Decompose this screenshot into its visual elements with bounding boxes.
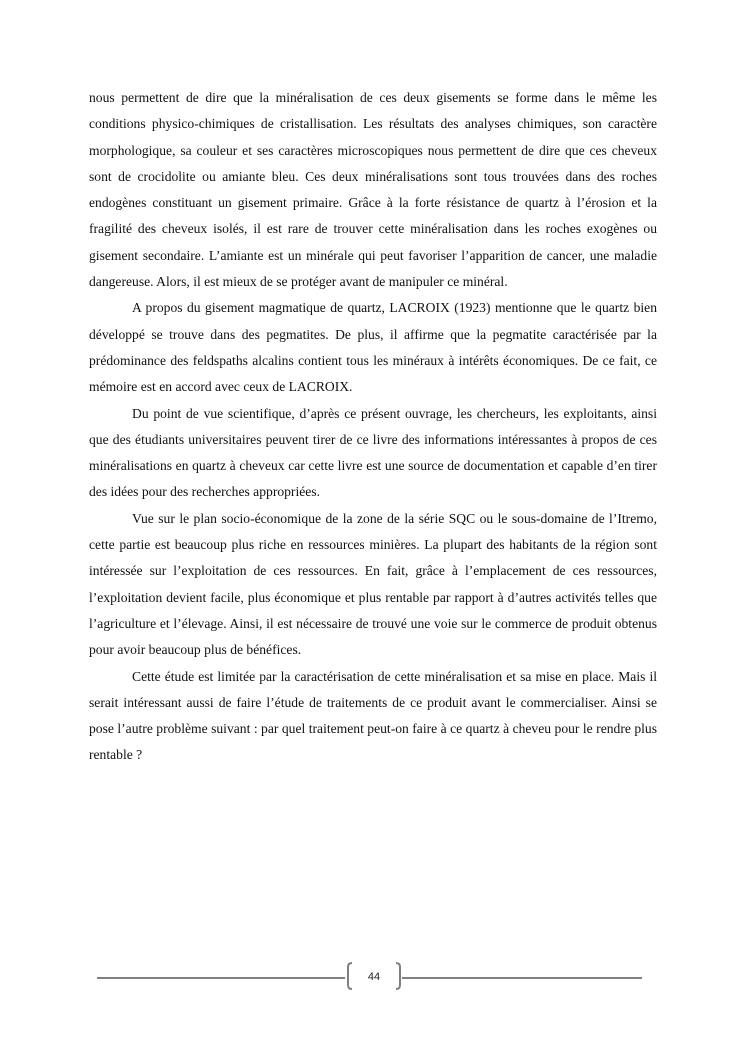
paragraph-scientific-view: Du point de vue scientifique, d’après ce présent ouvrage, les chercheurs, les exploitants, ainsi que des étudiants universitaires peuvent tirer de ce livre des informations intéressantes à propos de ces minéralisations en quartz à cheveux car cette livre est une source de documentation et capable d’en tirer des idées pour des recherches appropriées. [89, 405, 657, 500]
paragraph-socio-economic: Vue sur le plan socio-économique de la zone de la série SQC ou le sous-domaine de l’Itremo, cette partie est beaucoup plus riche en ressources minières. La plupart des habitants de la région sont intéressée sur l’exploitation de ces ressources. En fait, grâce à l’emplacement de ces ressources, l’exploitation devient facile, plus économique et plus rentable par rapport à d’autres activités telles que l’agriculture et l’élevage. Ainsi, il est nécessaire de trouvé une voie sur le commerce de produit obtenus pour avoir beaucoup plus de bénéfices. [89, 510, 657, 658]
paragraph-limitations: Cette étude est limitée par la caractérisation de cette minéralisation et sa mise en place. Mais il serait intéressant aussi de faire l’étude de traitements de ce produit avant le commercialiser. Ainsi se pose l’autre problème suivant : par quel traitement peut-on faire à ce quartz à cheveu pour le rendre plus rentable ? [89, 668, 657, 763]
paragraph-lacroix: A propos du gisement magmatique de quartz, LACROIX (1923) mentionne que le quartz bien développé se trouve dans des pegmatites. De plus, il affirme que la pegmatite caractérisée par la prédominance des feldspaths alcalins contient tous les minéraux à intérêts économiques. De ce fait, ce mémoire est en accord avec ceux de LACROIX. [89, 300, 657, 395]
page-number: 44 [367, 971, 381, 983]
page-footer [97, 962, 642, 992]
footer-rule-left [97, 977, 345, 979]
paragraph-continuation: nous permettent de dire que la minéralisation de ces deux gisements se forme dans le même les conditions physico-chimiques de cristallisation. Les résultats des analyses chimiques, son caractère morphologique, sa couleur et ses caractères microscopiques nous permettent de dire que ces cheveux sont de crocidolite ou amiante bleu. Ces deux minéralisations sont tous trouvées dans des roches endogènes constituant un gisement primaire. Grâce à la forte résistance de quartz à l’érosion et la fragilité des cheveux isolés, il est rare de trouver cette minéralisation dans les roches exogènes ou gisement secondaire. L’amiante est un minérale qui peut favoriser l’apparition de cancer, une maladie dangereuse. Alors, il est mieux de se protéger avant de manipuler ce minéral. [89, 90, 657, 290]
footer-rule-right [402, 977, 642, 979]
right-bracket-icon [395, 962, 401, 990]
document-body [89, 85, 657, 769]
